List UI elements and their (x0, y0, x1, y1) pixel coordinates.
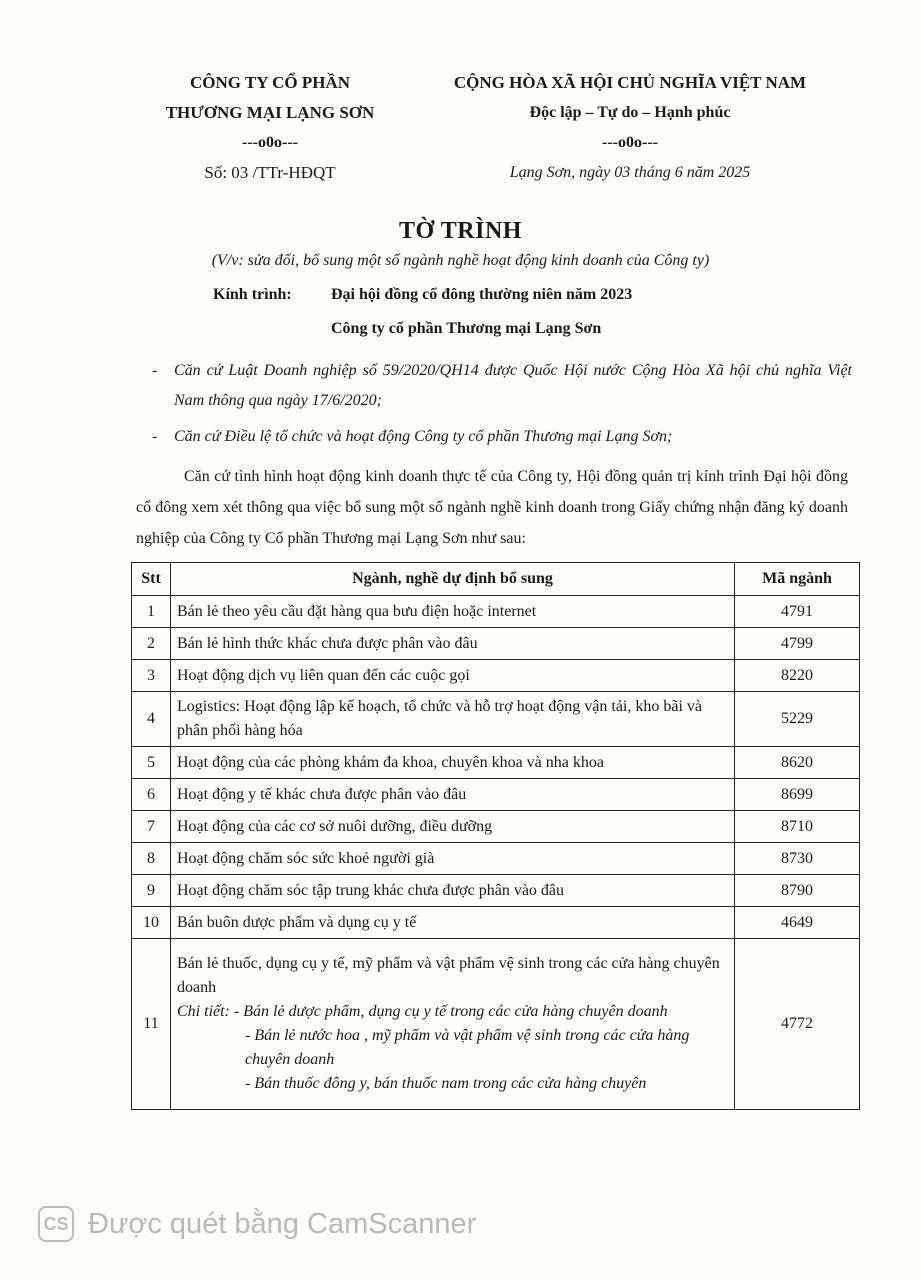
row-stt: 1 (132, 596, 171, 628)
row-business-line: Hoạt động của các cơ sở nuôi dưỡng, điều dưỡng (171, 811, 735, 843)
row-stt: 3 (132, 660, 171, 692)
row-stt: 9 (132, 875, 171, 907)
row-code: 8620 (735, 747, 860, 779)
table-row (132, 779, 860, 811)
row-code: 4799 (735, 628, 860, 660)
table-header-row (132, 563, 860, 596)
header-business-line: Ngành, nghề dự định bổ sung (171, 563, 735, 596)
row-code: 5229 (735, 692, 860, 747)
row-stt: 4 (132, 692, 171, 747)
row-business-line: Bán lẻ hình thức khác chưa được phân vào đâu (171, 628, 735, 660)
document-subject: (V/v: sửa đổi, bổ sung một số ngành nghề hoạt động kinh doanh của Công ty) (211, 252, 710, 269)
row-code: 8699 (735, 779, 860, 811)
table-row (132, 811, 860, 843)
company-separator: ---o0o--- (242, 134, 298, 151)
table-row (132, 628, 860, 660)
row-business-line: Hoạt động của các phòng khám đa khoa, chuyên khoa và nha khoa (171, 747, 735, 779)
row-stt: 6 (132, 779, 171, 811)
table-row (132, 843, 860, 875)
detail-item: - Bán lẻ dược phẩm, dụng cụ y tế trong các cửa hàng chuyên doanh (233, 1003, 668, 1020)
row-code: 8710 (735, 811, 860, 843)
row-code: 8790 (735, 875, 860, 907)
nation-header (430, 68, 830, 188)
table-row (132, 596, 860, 628)
camscanner-logo-icon: CS (38, 1206, 74, 1242)
basis-text: Căn cứ Luật Doanh nghiệp số 59/2020/QH14 được Quốc Hội nước Cộng Hòa Xã hội chủ nghĩa Việt Nam thông qua ngày 17/6/2020; (174, 362, 852, 409)
company-name-line1: CÔNG TY CỔ PHẦN (189, 73, 351, 92)
row-business-line-main: Bán lẻ thuốc, dụng cụ y tế, mỹ phẩm và vật phẩm vệ sinh trong các cửa hàng chuyên doanh (177, 955, 720, 996)
header-stt: Stt (132, 563, 171, 596)
recipient-line2: Công ty cổ phần Thương mại Lạng Sơn (331, 320, 602, 337)
row-stt: 5 (132, 747, 171, 779)
document-title: TỜ TRÌNH (399, 218, 522, 244)
recipient-label: Kính trình: (213, 286, 292, 303)
bullet-dash: - (152, 362, 158, 379)
table-row (132, 875, 860, 907)
nation-separator: ---o0o--- (602, 134, 658, 151)
row-business-line: Hoạt động y tế khác chưa được phân vào đâu (171, 779, 735, 811)
basis-text: Căn cứ Điều lệ tổ chức và hoạt động Công ty cổ phần Thương mại Lạng Sơn; (174, 428, 673, 445)
basis-item (152, 356, 852, 416)
table-row (132, 660, 860, 692)
detail-item: - Bán thuốc đông y, bán thuốc nam trong các cửa hàng chuyên (245, 1075, 647, 1092)
row-code: 4649 (735, 907, 860, 939)
row-business-line: Bán lẻ theo yêu cầu đặt hàng qua bưu điện hoặc internet (171, 596, 735, 628)
row-business-line: Hoạt động dịch vụ liên quan đến các cuộc gọi (171, 660, 735, 692)
row-stt: 7 (132, 811, 171, 843)
row-business-line: Hoạt động chăm sóc tập trung khác chưa được phân vào đâu (171, 875, 735, 907)
company-name-line2: THƯƠNG MẠI LẠNG SƠN (165, 103, 375, 122)
place-date: Lạng Sơn, ngày 03 tháng 6 năm 2025 (509, 164, 751, 181)
company-header (140, 68, 400, 188)
row-business-line (171, 939, 735, 1110)
row-business-line: Bán buôn dược phẩm và dụng cụ y tế (171, 907, 735, 939)
nation-name: CỘNG HÒA XÃ HỘI CHỦ NGHĨA VIỆT NAM (453, 73, 807, 92)
detail-item: - Bán lẻ nước hoa , mỹ phẩm và vật phẩm vệ sinh trong các cửa hàng chuyên doanh (245, 1027, 690, 1068)
table-row (132, 692, 860, 747)
table-row (132, 747, 860, 779)
detail-label: Chi tiết: (177, 1003, 230, 1020)
camscanner-text: Được quét bằng CamScanner (88, 1207, 477, 1240)
row-code: 8730 (735, 843, 860, 875)
basis-item (152, 422, 852, 452)
row-code: 4772 (735, 939, 860, 1110)
table-row (132, 939, 860, 1110)
business-lines-table (131, 562, 860, 1110)
camscanner-watermark (38, 1206, 476, 1242)
national-motto: Độc lập – Tự do – Hạnh phúc (529, 104, 731, 121)
bullet-dash: - (152, 428, 158, 445)
row-stt: 8 (132, 843, 171, 875)
row-business-line: Hoạt động chăm sóc sức khoẻ người già (171, 843, 735, 875)
recipient-line1 (213, 286, 632, 304)
header-code: Mã ngành (735, 563, 860, 596)
row-code: 8220 (735, 660, 860, 692)
row-stt: 2 (132, 628, 171, 660)
document-number: Số: 03 /TTr-HĐQT (204, 163, 336, 182)
row-business-line: Logistics: Hoạt động lập kế hoạch, tổ chức và hỗ trợ hoạt động vận tải, kho bãi và phân phối hàng hóa (171, 692, 735, 747)
intro-paragraph: Căn cứ tình hình hoạt động kinh doanh thực tế của Công ty, Hội đồng quản trị kính trình Đại hội đồng cổ đông xem xét thông qua việc bổ sung một số ngành nghề kinh doanh trong Giấy chứng nhận đăng ký doanh nghiệp của Công ty Cổ phần Thương mại Lạng Sơn như sau: (136, 468, 848, 547)
row-stt: 11 (132, 939, 171, 1110)
row-code: 4791 (735, 596, 860, 628)
row-stt: 10 (132, 907, 171, 939)
recipient-name: Đại hội đồng cổ đông thường niên năm 2023 (331, 286, 633, 303)
table-row (132, 907, 860, 939)
